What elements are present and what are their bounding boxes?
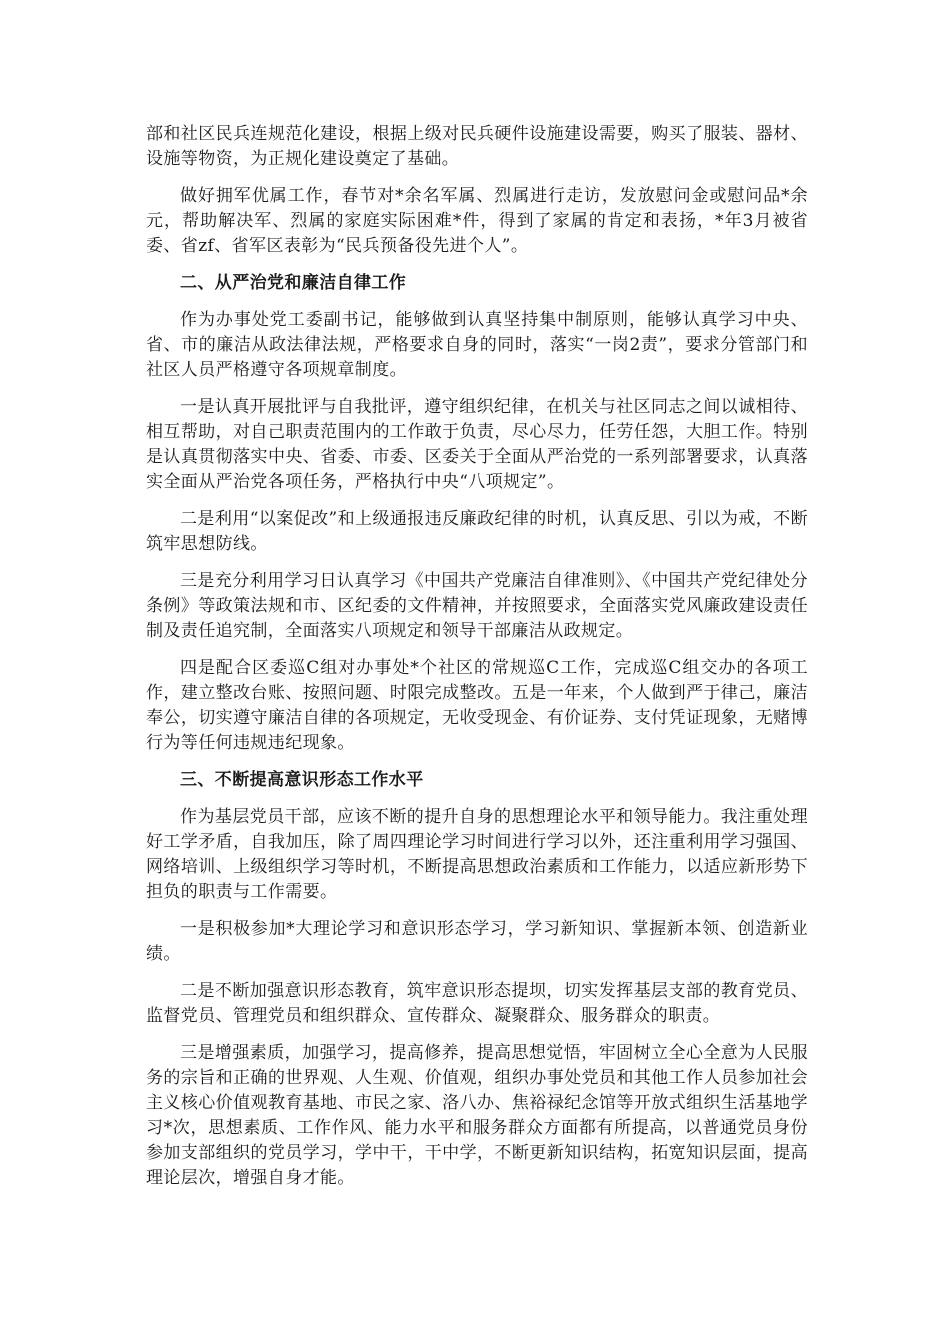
section-heading: 三、不断提高意识形态工作水平 xyxy=(180,770,424,790)
section-heading: 二、从严治党和廉洁自律工作 xyxy=(180,273,407,293)
paragraph: 一是积极参加*大理论学习和意识形态学习，学习新知识、掌握新本领、创造新业绩。 xyxy=(146,919,808,964)
paragraph: 四是配合区委巡C组对办事处*个社区的常规巡C工作，完成巡C组交办的各项工作，建立整改台账、按照问题、时限完成整改。五是一年来，个人做到严于律己，廉洁奉公，切实遵守廉洁自律的各项规定，无收受现金、有价证券、支付凭证现象，无赌博行为等任何违规违纪现象。 xyxy=(146,658,808,753)
paragraph: 一是认真开展批评与自我批评，遵守组织纪律，在机关与社区同志之间以诚相待、相互帮助，对自己职责范围内的工作敢于负责，尽心尽力，任劳任怨，大胆工作。特别是认真贯彻落实中央、省委、市委、区委关于全面从严治党的一系列部署要求，认真落实全面从严治党各项任务，严格执行中央“八项规定”。 xyxy=(146,397,808,492)
paragraph: 二是利用“以案促改”和上级通报违反廉政纪律的时机，认真反思、引以为戒，不断筑牢思想防线。 xyxy=(146,509,808,554)
paragraph: 做好拥军优属工作，春节对*余名军属、烈属进行走访，发放慰问金或慰问品*余元，帮助解决军、烈属的家庭实际困难*件，得到了家属的肯定和表扬，*年3月被省委、省zf、省军区表彰为“民兵预备役先进个人”。 xyxy=(146,186,808,256)
document-page xyxy=(146,122,808,1203)
paragraph: 作为基层党员干部，应该不断的提升自身的思想理论水平和领导能力。我注重处理好工学矛盾，自我加压，除了周四理论学习时间进行学习以外，还注重利用学习强国、网络培训、上级组织学习等时机，不断提高思想政治素质和工作能力，以适应新形势下担负的职责与工作需要。 xyxy=(146,807,808,902)
paragraph: 三是充分利用学习日认真学习《中国共产党廉洁自律准则》、《中国共产党纪律处分条例》等政策法规和市、区纪委的文件精神，并按照要求，全面落实党风廉政建设责任制及责任追究制，全面落实八项规定和领导干部廉洁从政规定。 xyxy=(146,571,808,641)
paragraph: 作为办事处党工委副书记，能够做到认真坚持集中制原则，能够认真学习中央、省、市的廉洁从政法律法规，严格要求自身的同时，落实“一岗2责”，要求分管部门和社区人员严格遵守各项规章制度。 xyxy=(146,310,808,380)
paragraph: 二是不断加强意识形态教育，筑牢意识形态提坝，切实发挥基层支部的教育党员、监督党员、管理党员和组织群众、宣传群众、凝聚群众、服务群众的职责。 xyxy=(146,981,808,1026)
paragraph: 部和社区民兵连规范化建设，根据上级对民兵硬件设施建设需要，购买了服装、器材、设施等物资，为正规化建设奠定了基础。 xyxy=(146,124,808,169)
paragraph: 三是增强素质，加强学习，提高修养，提高思想觉悟，牢固树立全心全意为人民服务的宗旨和正确的世界观、人生观、价值观，组织办事处党员和其他工作人员参加社会主义核心价值观教育基地、市民之家、洛八办、焦裕禄纪念馆等开放式组织生活基地学习*次，思想素质、工作作风、能力水平和服务群众方面都有所提高，以普通党员身份参加支部组织的党员学习，学中干，干中学，不断更新知识结构，拓宽知识层面，提高理论层次，增强自身才能。 xyxy=(146,1043,808,1188)
